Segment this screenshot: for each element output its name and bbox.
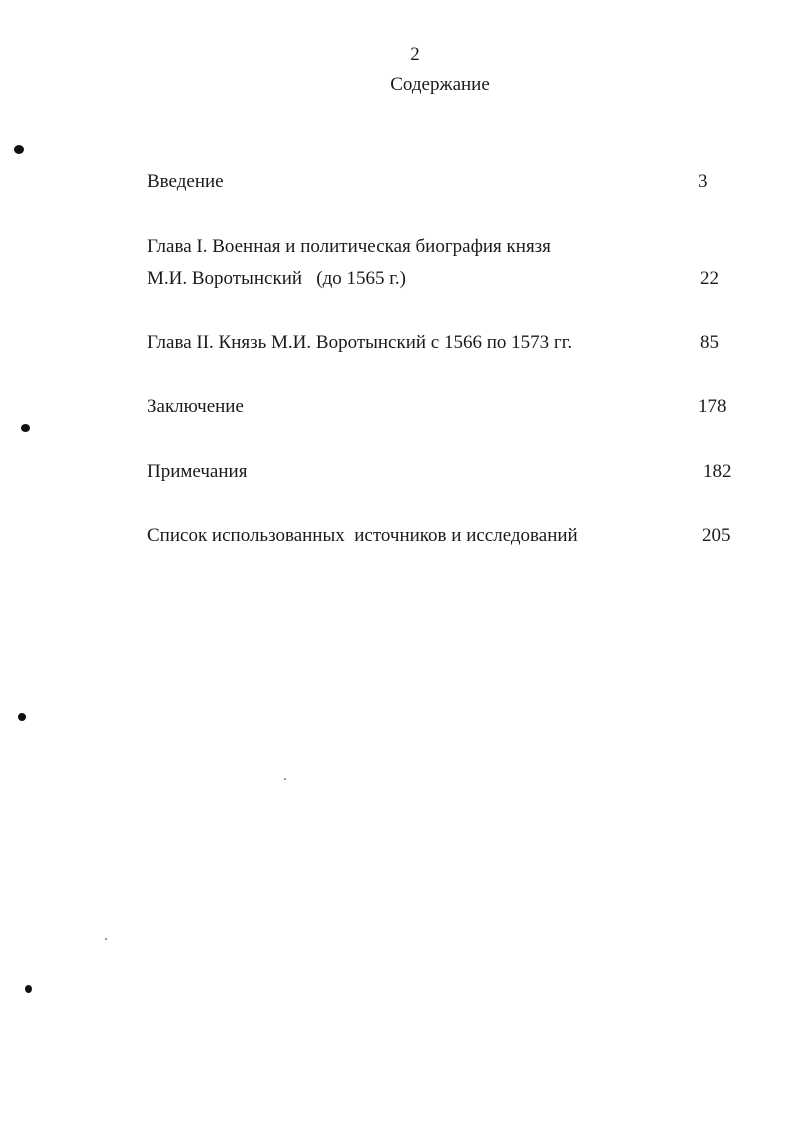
toc-entry-title: Глава I. Военная и политическая биография князя: [147, 236, 551, 257]
toc-entry-page: 85: [700, 332, 719, 353]
punch-hole-mark: [14, 145, 24, 154]
toc-entry-page: 22: [700, 268, 719, 289]
toc-entry-title: Глава II. Князь М.И. Воротынский с 1566 по 1573 гг.: [147, 332, 573, 353]
page-number: 2: [410, 44, 420, 65]
scan-speck: [284, 778, 286, 780]
toc-entry-title: Примечания: [147, 461, 248, 482]
toc-entry-title: Заключение: [147, 396, 244, 417]
punch-hole-mark: [21, 424, 30, 432]
punch-hole-mark: [25, 985, 32, 993]
toc-entry-page: 3: [698, 171, 708, 192]
page-title: Содержание: [390, 74, 490, 95]
punch-hole-mark: [18, 713, 26, 721]
toc-entry-page: 178: [698, 396, 727, 417]
toc-entry-title: Список использованных источников и исследований: [147, 525, 578, 546]
toc-entry-title: Введение: [147, 171, 224, 192]
toc-entry-page: 205: [702, 525, 731, 546]
toc-entry-page: 182: [703, 461, 732, 482]
toc-entry-title-continuation: М.И. Воротынский (до 1565 г.): [147, 268, 406, 289]
scan-speck: [105, 938, 107, 940]
